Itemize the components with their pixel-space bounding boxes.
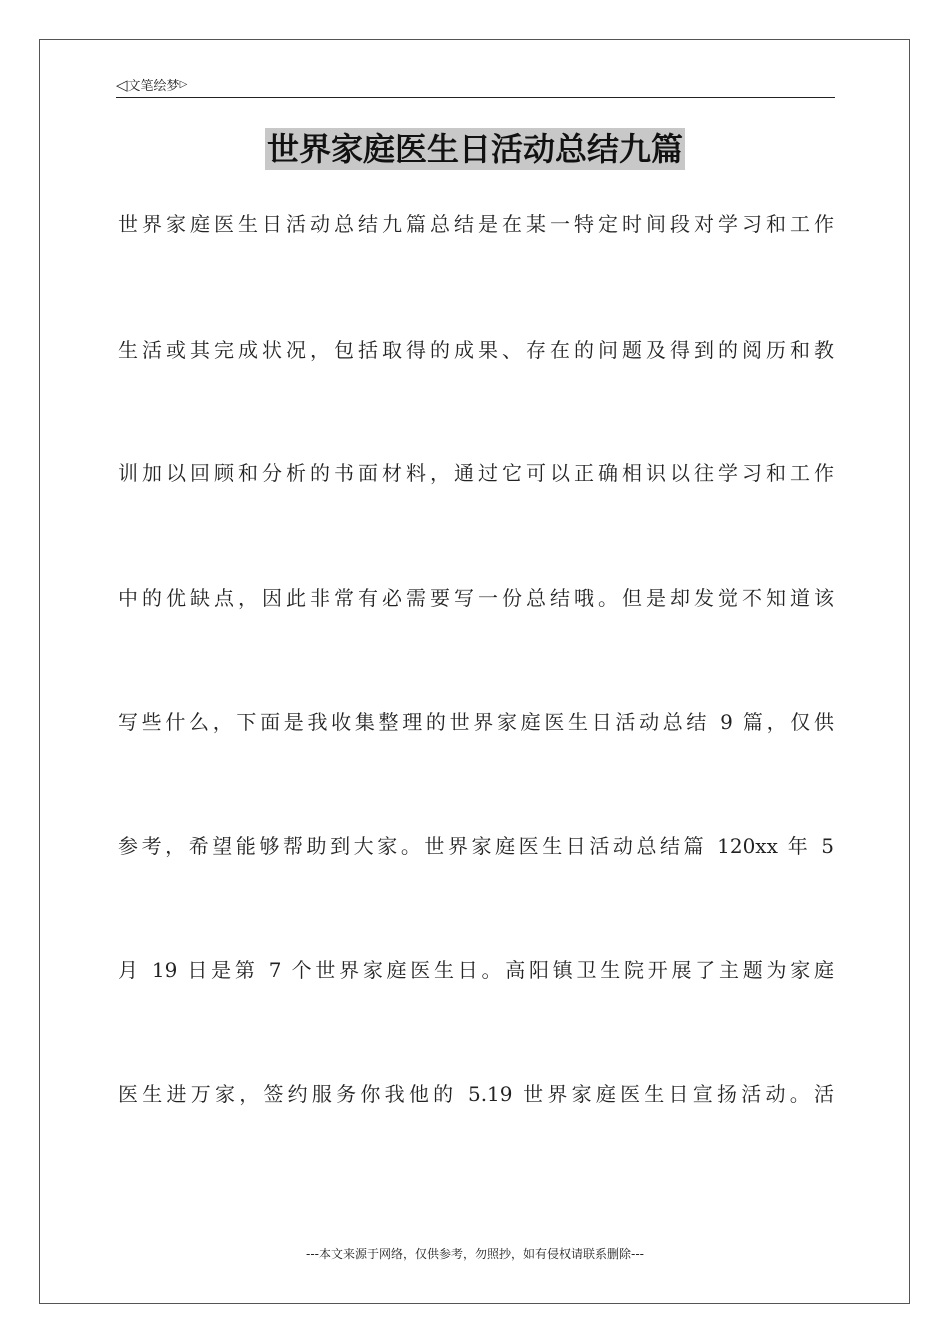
body-line: 月 19 日是第 7 个世界家庭医生日。高阳镇卫生院开展了主题为家庭 (118, 958, 834, 982)
title-container (0, 128, 950, 170)
body-line: 训加以回顾和分析的书面材料，通过它可以正确相识以往学习和工作 (118, 461, 834, 485)
left-triangle-icon: ◁ (116, 76, 128, 94)
page-header (116, 76, 835, 98)
body-line: 世界家庭医生日活动总结九篇总结是在某一特定时间段对学习和工作 (118, 212, 834, 236)
header-label (116, 76, 187, 96)
right-triangle-icon: ▷ (179, 79, 188, 90)
body-line: 生活或其完成状况，包括取得的成果、存在的问题及得到的阅历和教 (118, 338, 834, 362)
body-line: 医生进万家，签约服务你我他的 5.19 世界家庭医生日宣扬活动。活 (118, 1082, 834, 1106)
page-footer: ---本文来源于网络，仅供参考，勿照抄，如有侵权请联系删除--- (306, 1247, 644, 1261)
header-title: 文笔绘梦 (127, 79, 180, 94)
body-line: 写些什么，下面是我收集整理的世界家庭医生日活动总结 9 篇，仅供 (118, 710, 834, 734)
body-line: 中的优缺点，因此非常有必需要写一份总结哦。但是却发觉不知道该 (118, 586, 834, 610)
document-title: 世界家庭医生日活动总结九篇 (266, 130, 683, 168)
body-line: 参考，希望能够帮助到大家。世界家庭医生日活动总结篇 120xx 年 5 (118, 834, 834, 858)
